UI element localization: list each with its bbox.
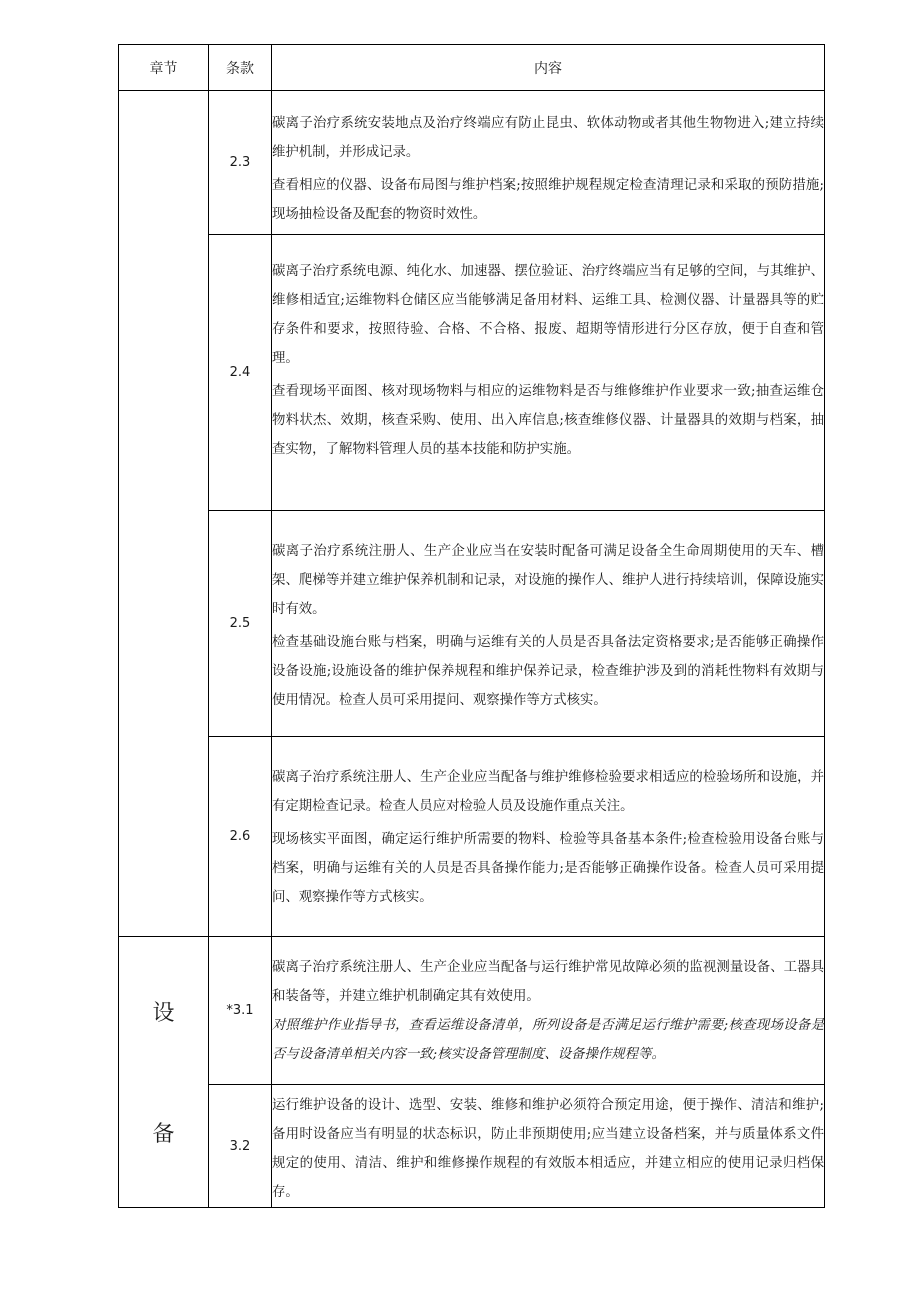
content-cell — [272, 1085, 825, 1208]
clause-number: 3.2 — [209, 1085, 272, 1208]
table-row — [119, 91, 825, 235]
inspection-text: 检查基础设施台账与档案，明确与运维有关的人员是否具备法定资格要求;是否能够正确操作设备设施;设施设备的维护保养规程和维护保养记录，检查维护涉及到的消耗性物料有效期与使用情况。检查人员可采用提问、观察操作等方式核实。 — [272, 635, 824, 708]
requirement-text: 碳离子治疗系统注册人、生产企业应当配备与维护维修检验要求相适应的检验场所和设施，并有定期检查记录。检查人员应对检验人员及设施作重点关注。 — [272, 770, 824, 814]
chapter-cell-equipment — [119, 937, 209, 1208]
table-row — [119, 737, 825, 937]
table-row — [119, 1085, 825, 1208]
content-cell — [272, 937, 825, 1085]
header-chapter: 章节 — [119, 45, 209, 91]
inspection-text: 查看现场平面图、核对现场物料与相应的运维物料是否与维修维护作业要求一致;抽查运维仓物料状杰、效期，核查采购、使用、出入库信息;核查维修仪器、计量器具的效期与档案，抽查实物，了解物料管理人员的基本技能和防护实施。 — [272, 384, 824, 457]
header-row — [119, 45, 825, 91]
header-content: 内容 — [272, 45, 825, 91]
table-row — [119, 235, 825, 511]
clause-number: 2.3 — [209, 91, 272, 235]
clause-number: 2.4 — [209, 235, 272, 511]
table-row — [119, 511, 825, 737]
requirement-text: 碳离子治疗系统注册人、生产企业应当配备与运行维护常见故障必须的监视测量设备、工器具和装备等，并建立维护机制确定其有效使用。 — [272, 960, 824, 1004]
chapter-cell-site — [119, 91, 209, 937]
inspection-text: 现场核实平面图，确定运行维护所需要的物料、检验等具备基本条件;检查检验用设备台账与档案，明确与运维有关的人员是否具备操作能力;是否能够正确操作设备。检查人员可采用提问、观察操作等方式核实。 — [272, 832, 824, 905]
chapter-glyph-1: 设 — [152, 1001, 175, 1026]
requirement-text: 碳离子治疗系统电源、纯化水、加速器、摆位验证、治疗终端应当有足够的空间，与其维护、维修相适宜;运维物料仓储区应当能够满足备用材料、运维工具、检测仪器、计量器具等的贮存条件和要求，按照待验、合格、不合格、报废、超期等情形进行分区存放，便于自查和管理。 — [272, 264, 824, 366]
requirement-text: 碳离子治疗系统注册人、生产企业应当在安装时配备可满足设备全生命周期使用的天车、槽架、爬梯等并建立维护保养机制和记录，对设施的操作人、维护人进行持续培训，保障设施实时有效。 — [272, 544, 824, 617]
requirement-text: 碳离子治疗系统安装地点及治疗终端应有防止昆虫、软体动物或者其他生物物进入;建立持续维护机制，并形成记录。 — [272, 116, 824, 160]
content-cell — [272, 91, 825, 235]
clause-number: 2.6 — [209, 737, 272, 937]
inspection-text: 查看相应的仪器、设备布局图与维护档案;按照维护规程规定检查清理记录和采取的预防措施;现场抽检设备及配套的物资时效性。 — [272, 178, 824, 222]
clause-number: 2.5 — [209, 511, 272, 737]
inspection-text: 对照维护作业指导书，查看运维设备清单，所列设备是否满足运行维护需要;核查现场设备是否与设备清单相关内容一致;核实设备管理制度、设备操作规程等。 — [272, 1018, 824, 1062]
requirement-text: 运行维护设备的设计、选型、安装、维修和维护必须符合预定用途，便于操作、清洁和维护;备用时设备应当有明显的状态标识，防止非预期使用;应当建立设备档案，并与质量体系文件规定的使用、清洁、维护和维修操作规程的有效版本相适应，并建立相应的使用记录归档保存。 — [272, 1098, 824, 1200]
table-row — [119, 937, 825, 1085]
content-cell — [272, 235, 825, 511]
content-cell — [272, 511, 825, 737]
clause-number: *3.1 — [209, 937, 272, 1085]
inspection-table — [118, 44, 825, 1208]
header-clause: 条款 — [209, 45, 272, 91]
chapter-glyph-2: 备 — [152, 1122, 175, 1147]
content-cell — [272, 737, 825, 937]
